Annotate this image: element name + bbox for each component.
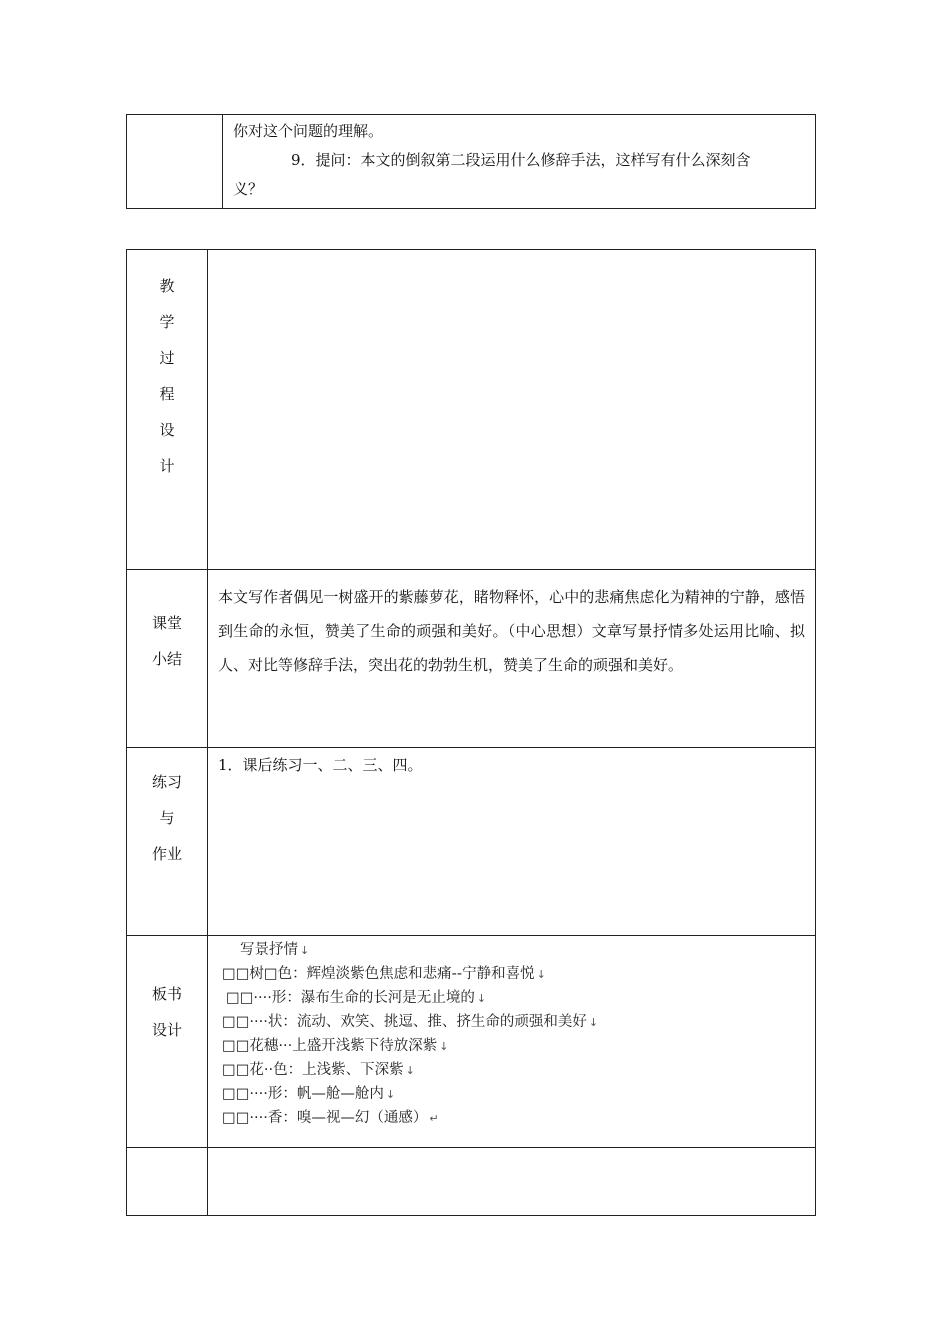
design-content-cell — [208, 250, 816, 570]
board-line: 写景抒情 ↓ — [240, 942, 310, 958]
top-table — [126, 114, 816, 209]
text-line: 你对这个问题的理解。 — [233, 122, 384, 140]
board-content-cell — [208, 936, 816, 1148]
top-table-label-cell — [127, 115, 223, 209]
summary-label: 课堂 小结 — [151, 614, 182, 668]
lesson-plan-table — [126, 249, 816, 1216]
summary-text: 本文写作者偶见一树盛开的紫藤萝花，睹物释怀，心中的悲痛焦虑化为精神的宁静，感悟到生命的永恒，赞美了生命的顽强和美好。（中心思想）文章写景抒情多处运用比喻、拟人、对比等修辞手法，突出花的勃勃生机，赞美了生命的顽强和美好。 — [218, 588, 805, 674]
homework-text: 1．课后练习一、二、三、四。 — [218, 756, 423, 774]
board-line: □□····状：流动、欢笑、挑逗、推、挤生命的顽强和美好 ↓ — [222, 1014, 599, 1030]
empty-content-cell — [208, 1148, 816, 1216]
homework-content-cell — [208, 748, 816, 936]
text-line: 义？ — [233, 180, 264, 198]
board-design — [208, 936, 815, 1147]
board-line: □□····形：帆—舱—舱内 ↓ — [222, 1086, 396, 1102]
board-line: □□花穗···上盛开浅紫下待放深紫 ↓ — [222, 1038, 449, 1054]
summary-label-cell — [127, 570, 208, 748]
homework-label: 练习 与 作业 — [151, 773, 182, 863]
board-label: 板书 设计 — [151, 985, 182, 1039]
board-line: □□····形：瀑布生命的长河是无止境的 ↓ — [226, 990, 487, 1006]
design-label: 教 学 过 程 设 计 — [159, 277, 175, 475]
board-label-cell — [127, 936, 208, 1148]
homework-label-cell — [127, 748, 208, 936]
empty-label-cell — [127, 1148, 208, 1216]
top-table-content-cell — [223, 115, 816, 209]
question-9: 9．提问：本文的倒叙第二段运用什么修辞手法，这样写有什么深刻含 — [291, 151, 751, 169]
board-line: □□花··色：上浅紫、下深紫 ↓ — [222, 1062, 415, 1078]
board-line: □□····香：嗅—视—幻（通感） ↵ — [222, 1110, 439, 1126]
summary-content-cell — [208, 570, 816, 748]
board-line: □□树□色：辉煌淡紫色焦虑和悲痛--宁静和喜悦 ↓ — [222, 966, 546, 982]
design-label-cell — [127, 250, 208, 570]
board-image — [220, 936, 695, 1132]
